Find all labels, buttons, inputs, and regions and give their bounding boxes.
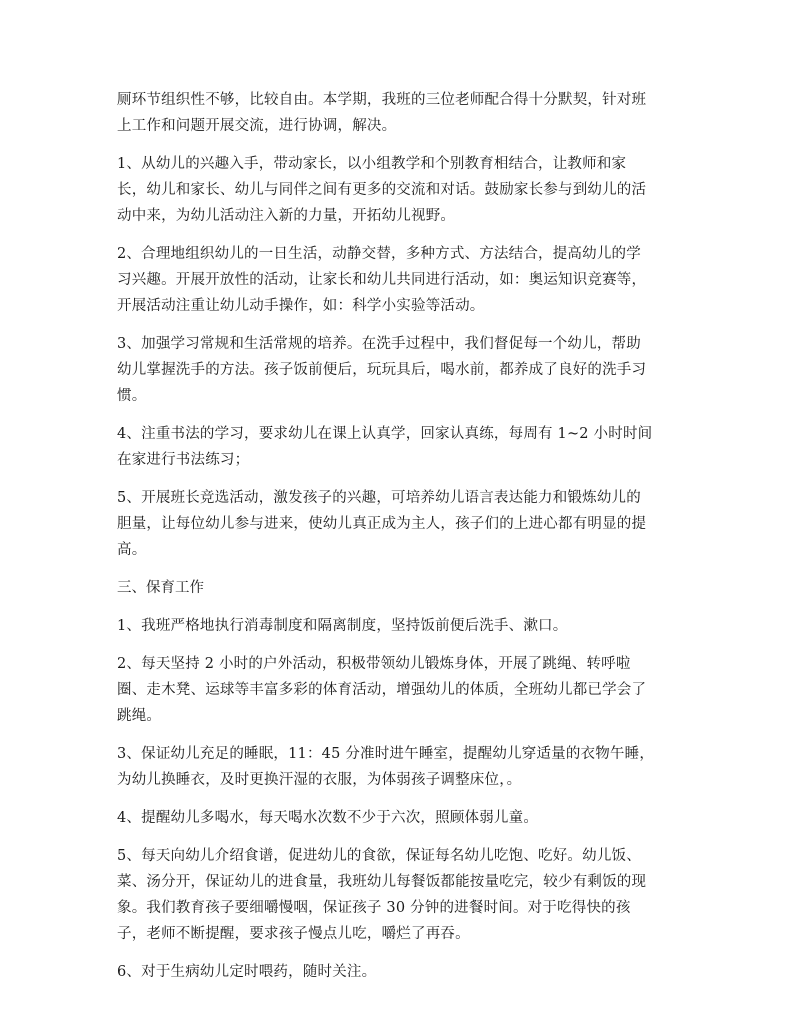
paragraph-care-4	[117, 805, 679, 831]
text-line: 菜、汤分开，保证幼儿的进食量，我班幼儿每餐饭都能按量吃完，较少有剩饭的现	[117, 874, 647, 890]
paragraph-item-4	[117, 421, 679, 473]
text-line: 动中来，为幼儿活动注入新的力量，开拓幼儿视野。	[117, 208, 456, 224]
text-line: 2、每天坚持 2 小时的户外活动，积极带领幼儿锻炼身体，开展了跳绳、转呼啦	[117, 656, 631, 672]
text-line: 三、保育工作	[117, 580, 204, 596]
text-line: 在家进行书法练习；	[117, 452, 250, 468]
paragraph-item-5	[117, 485, 679, 563]
text-line: 高。	[117, 542, 147, 558]
text-line: 上工作和问题开展交流，进行协调，解决。	[117, 118, 397, 134]
section-heading	[117, 575, 679, 601]
text-line: 5、开展班长竞选活动，激发孩子的兴趣，可培养幼儿语言表达能力和锻炼幼儿的	[117, 490, 641, 506]
paragraph-care-3	[117, 741, 679, 793]
document-page	[117, 87, 679, 997]
text-line: 3、加强学习常规和生活常规的培养。在洗手过程中，我们督促每一个幼儿，帮助	[117, 336, 641, 352]
paragraph-item-1	[117, 151, 679, 229]
text-line: 1、我班严格地执行消毒制度和隔离制度，坚持饭前便后洗手、漱口。	[117, 618, 568, 634]
paragraph-care-2	[117, 651, 679, 729]
text-line: 1、从幼儿的兴趣入手，带动家长，以小组教学和个别教育相结合，让教师和家	[117, 156, 627, 172]
paragraph-item-2	[117, 241, 679, 319]
text-line: 为幼儿换睡衣，及时更换汗湿的衣服，为体弱孩子调整床位，。	[117, 772, 522, 788]
text-line: 惯。	[117, 388, 147, 404]
paragraph-care-5	[117, 843, 679, 947]
text-line: 4、注重书法的学习，要求幼儿在课上认真学，回家认真练，每周有 1~2 小时时间	[117, 426, 653, 442]
text-line: 圈、走木凳、运球等丰富多彩的体育活动，增强幼儿的体质，全班幼儿都已学会了	[117, 682, 647, 698]
text-line: 5、每天向幼儿介绍食谱，促进幼儿的食欲，保证每名幼儿吃饱、吃好。幼儿饭、	[117, 848, 641, 864]
text-line: 子，老师不断提醒，要求孩子慢点儿吃，嚼烂了再吞。	[117, 926, 470, 942]
text-line: 跳绳。	[117, 708, 162, 724]
paragraph-intro	[117, 87, 679, 139]
text-line: 胆量，让每位幼儿参与进来，使幼儿真正成为主人，孩子们的上进心都有明显的提	[117, 516, 647, 532]
paragraph-item-3	[117, 331, 679, 409]
text-line: 象。我们教育孩子要细嚼慢咽，保证孩子 30 分钟的进餐时间。对于吃得快的孩	[117, 900, 631, 916]
text-line: 习兴趣。开展开放性的活动，让家长和幼儿共同进行活动，如：奥运知识竞赛等，	[117, 272, 647, 288]
text-line: 3、保证幼儿充足的睡眠，11：45 分准时进午睡室，提醒幼儿穿适量的衣物午睡，	[117, 746, 655, 762]
text-line: 4、提醒幼儿多喝水，每天喝水次数不少于六次，照顾体弱儿童。	[117, 810, 539, 826]
text-line: 6、对于生病幼儿定时喂药，随时关注。	[117, 964, 377, 980]
text-line: 幼儿掌握洗手的方法。孩子饭前便后，玩玩具后，喝水前，都养成了良好的洗手习	[117, 362, 647, 378]
paragraph-care-6	[117, 959, 679, 985]
text-line: 开展活动注重让幼儿动手操作，如：科学小实验等活动。	[117, 298, 485, 314]
text-line: 厕环节组织性不够，比较自由。本学期，我班的三位老师配合得十分默契，针对班	[117, 92, 647, 108]
paragraph-care-1	[117, 613, 679, 639]
text-line: 长，幼儿和家长、幼儿与同伴之间有更多的交流和对话。鼓励家长参与到幼儿的活	[117, 182, 647, 198]
text-line: 2、合理地组织幼儿的一日生活，动静交替，多种方式、方法结合，提高幼儿的学	[117, 246, 641, 262]
